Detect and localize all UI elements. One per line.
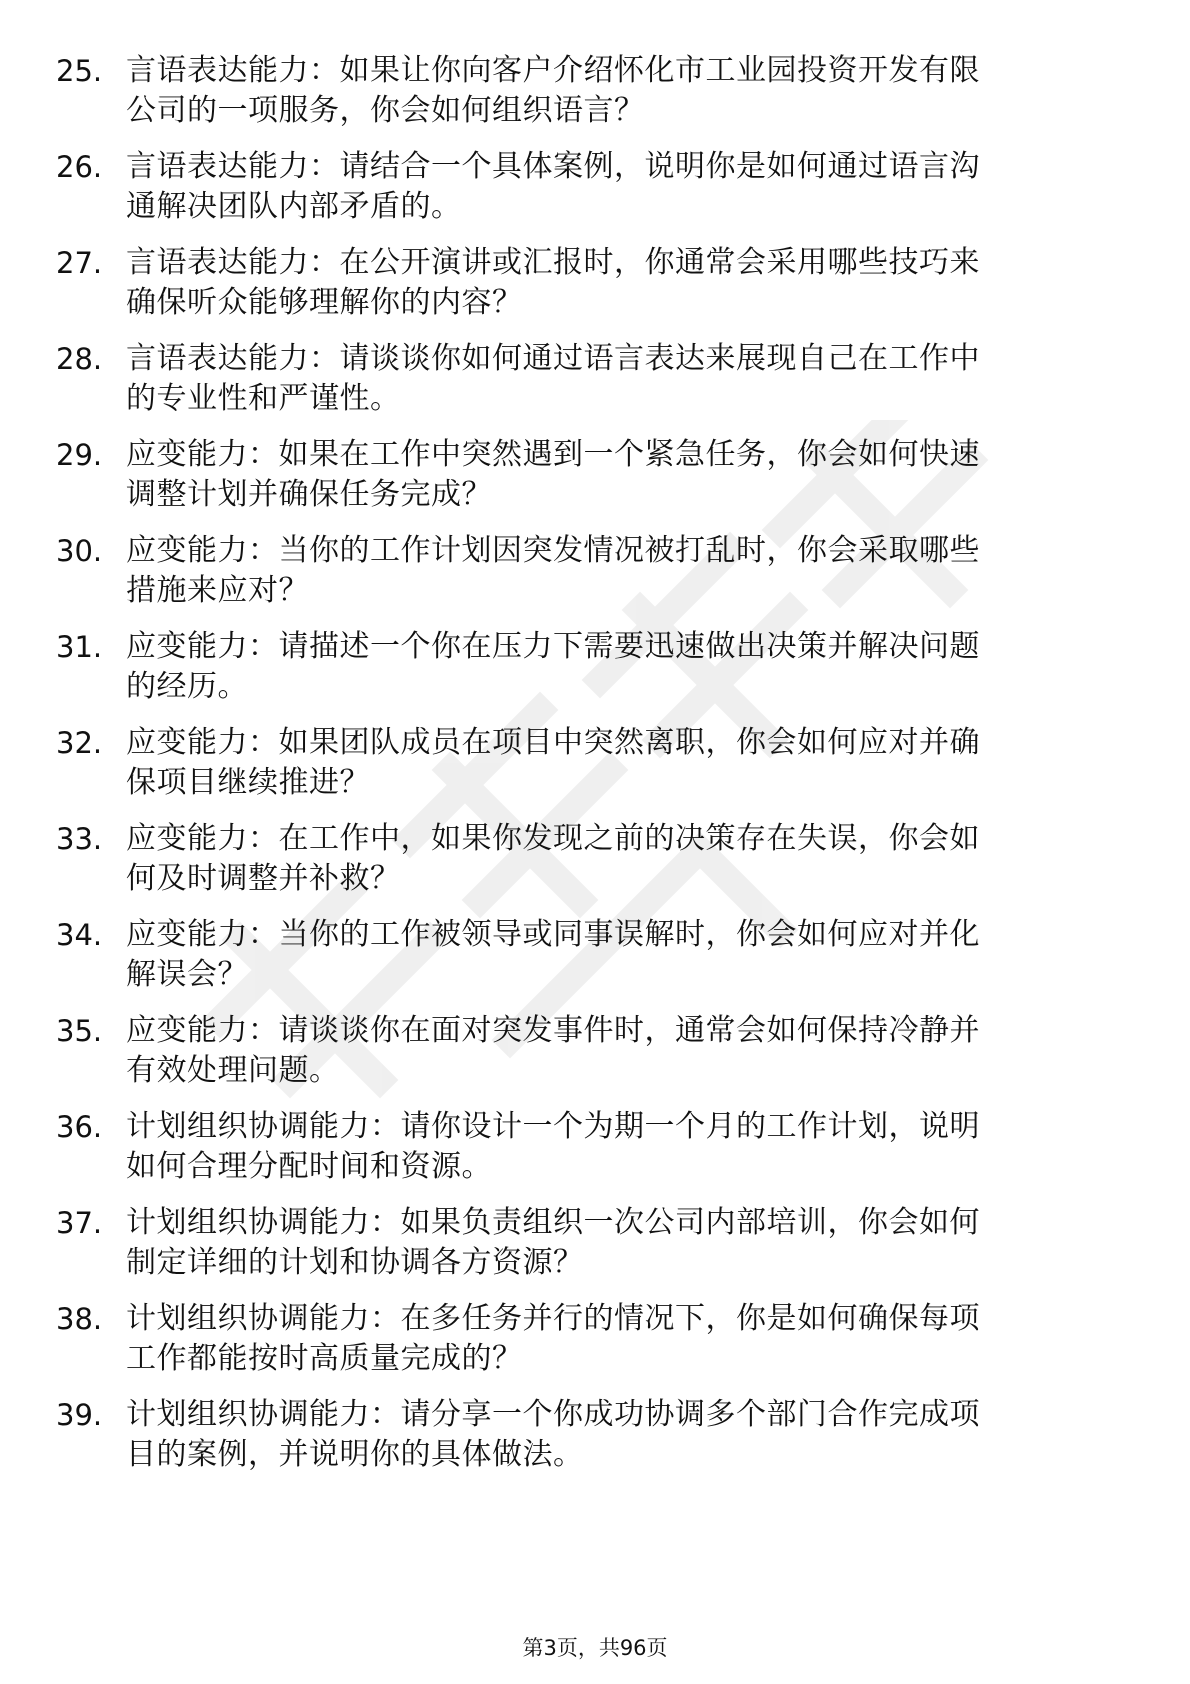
question-number: 30. [56,534,103,568]
question-line: 言语表达能力：请谈谈你如何通过语言表达来展现自己在工作中 [126,341,980,376]
question-line: 工作都能按时高质量完成的？ [126,1341,523,1376]
question-line: 公司的一项服务，你会如何组织语言？ [126,93,645,128]
question-line: 目的案例，并说明你的具体做法。 [126,1437,584,1472]
question-item [0,1011,1190,1107]
question-item [0,147,1190,243]
question-text [126,1107,1126,1187]
question-number: 36. [56,1110,103,1144]
question-line: 言语表达能力：在公开演讲或汇报时，你通常会采用哪些技巧来 [126,245,980,280]
question-line: 应变能力：如果团队成员在项目中突然离职，你会如何应对并确 [126,725,980,760]
question-text [126,915,1126,995]
question-line: 应变能力：在工作中，如果你发现之前的决策存在失误，你会如 [126,821,980,856]
question-number: 37. [56,1206,103,1240]
question-line: 如何合理分配时间和资源。 [126,1149,492,1184]
question-number: 25. [56,54,103,88]
question-item [0,339,1190,435]
question-line: 应变能力：当你的工作被领导或同事误解时，你会如何应对并化 [126,917,980,952]
question-line: 应变能力：请谈谈你在面对突发事件时，通常会如何保持冷静并 [126,1013,980,1048]
question-line: 计划组织协调能力：请你设计一个为期一个月的工作计划，说明 [126,1109,980,1144]
question-number: 26. [56,150,103,184]
question-text [126,1299,1126,1379]
question-line: 解误会？ [126,957,248,992]
question-item [0,1299,1190,1395]
question-item [0,531,1190,627]
question-text [126,243,1126,323]
question-line: 计划组织协调能力：如果负责组织一次公司内部培训，你会如何 [126,1205,980,1240]
question-line: 调整计划并确保任务完成？ [126,477,492,512]
question-line: 的专业性和严谨性。 [126,381,401,416]
question-number: 35. [56,1014,103,1048]
question-line: 保项目继续推进？ [126,765,370,800]
question-item [0,1395,1190,1491]
question-line: 计划组织协调能力：请分享一个你成功协调多个部门合作完成项 [126,1397,980,1432]
question-line: 应变能力：如果在工作中突然遇到一个紧急任务，你会如何快速 [126,437,980,472]
question-item [0,1203,1190,1299]
question-number: 32. [56,726,103,760]
question-item [0,435,1190,531]
question-text [126,723,1126,803]
question-number: 34. [56,918,103,952]
question-number: 27. [56,246,103,280]
question-line: 制定详细的计划和协调各方资源？ [126,1245,584,1280]
question-number: 29. [56,438,103,472]
question-text [126,1203,1126,1283]
question-number: 39. [56,1398,103,1432]
question-number: 28. [56,342,103,376]
question-number: 38. [56,1302,103,1336]
question-number: 33. [56,822,103,856]
question-item [0,243,1190,339]
question-item [0,627,1190,723]
question-line: 有效处理问题。 [126,1053,340,1088]
question-line: 的经历。 [126,669,248,704]
question-line: 确保听众能够理解你的内容？ [126,285,523,320]
question-number: 31. [56,630,103,664]
question-item [0,51,1190,147]
question-text [126,1395,1126,1475]
question-item [0,819,1190,915]
question-text [126,339,1126,419]
question-line: 言语表达能力：请结合一个具体案例，说明你是如何通过语言沟 [126,149,980,184]
question-text [126,51,1126,131]
question-item [0,1107,1190,1203]
question-line: 通解决团队内部矛盾的。 [126,189,462,224]
question-item [0,723,1190,819]
question-text [126,531,1126,611]
question-line: 应变能力：当你的工作计划因突发情况被打乱时，你会采取哪些 [126,533,980,568]
question-line: 言语表达能力：如果让你向客户介绍怀化市工业园投资开发有限 [126,53,980,88]
question-line: 应变能力：请描述一个你在压力下需要迅速做出决策并解决问题 [126,629,980,664]
question-item [0,915,1190,1011]
question-line: 何及时调整并补救？ [126,861,401,896]
question-text [126,819,1126,899]
question-line: 措施来应对？ [126,573,309,608]
question-line: 计划组织协调能力：在多任务并行的情况下，你是如何确保每项 [126,1301,980,1336]
page-number-footer: 第3页，共96页 [522,1636,668,1660]
question-text [126,147,1126,227]
question-text [126,627,1126,707]
question-text [126,435,1126,515]
question-text [126,1011,1126,1091]
